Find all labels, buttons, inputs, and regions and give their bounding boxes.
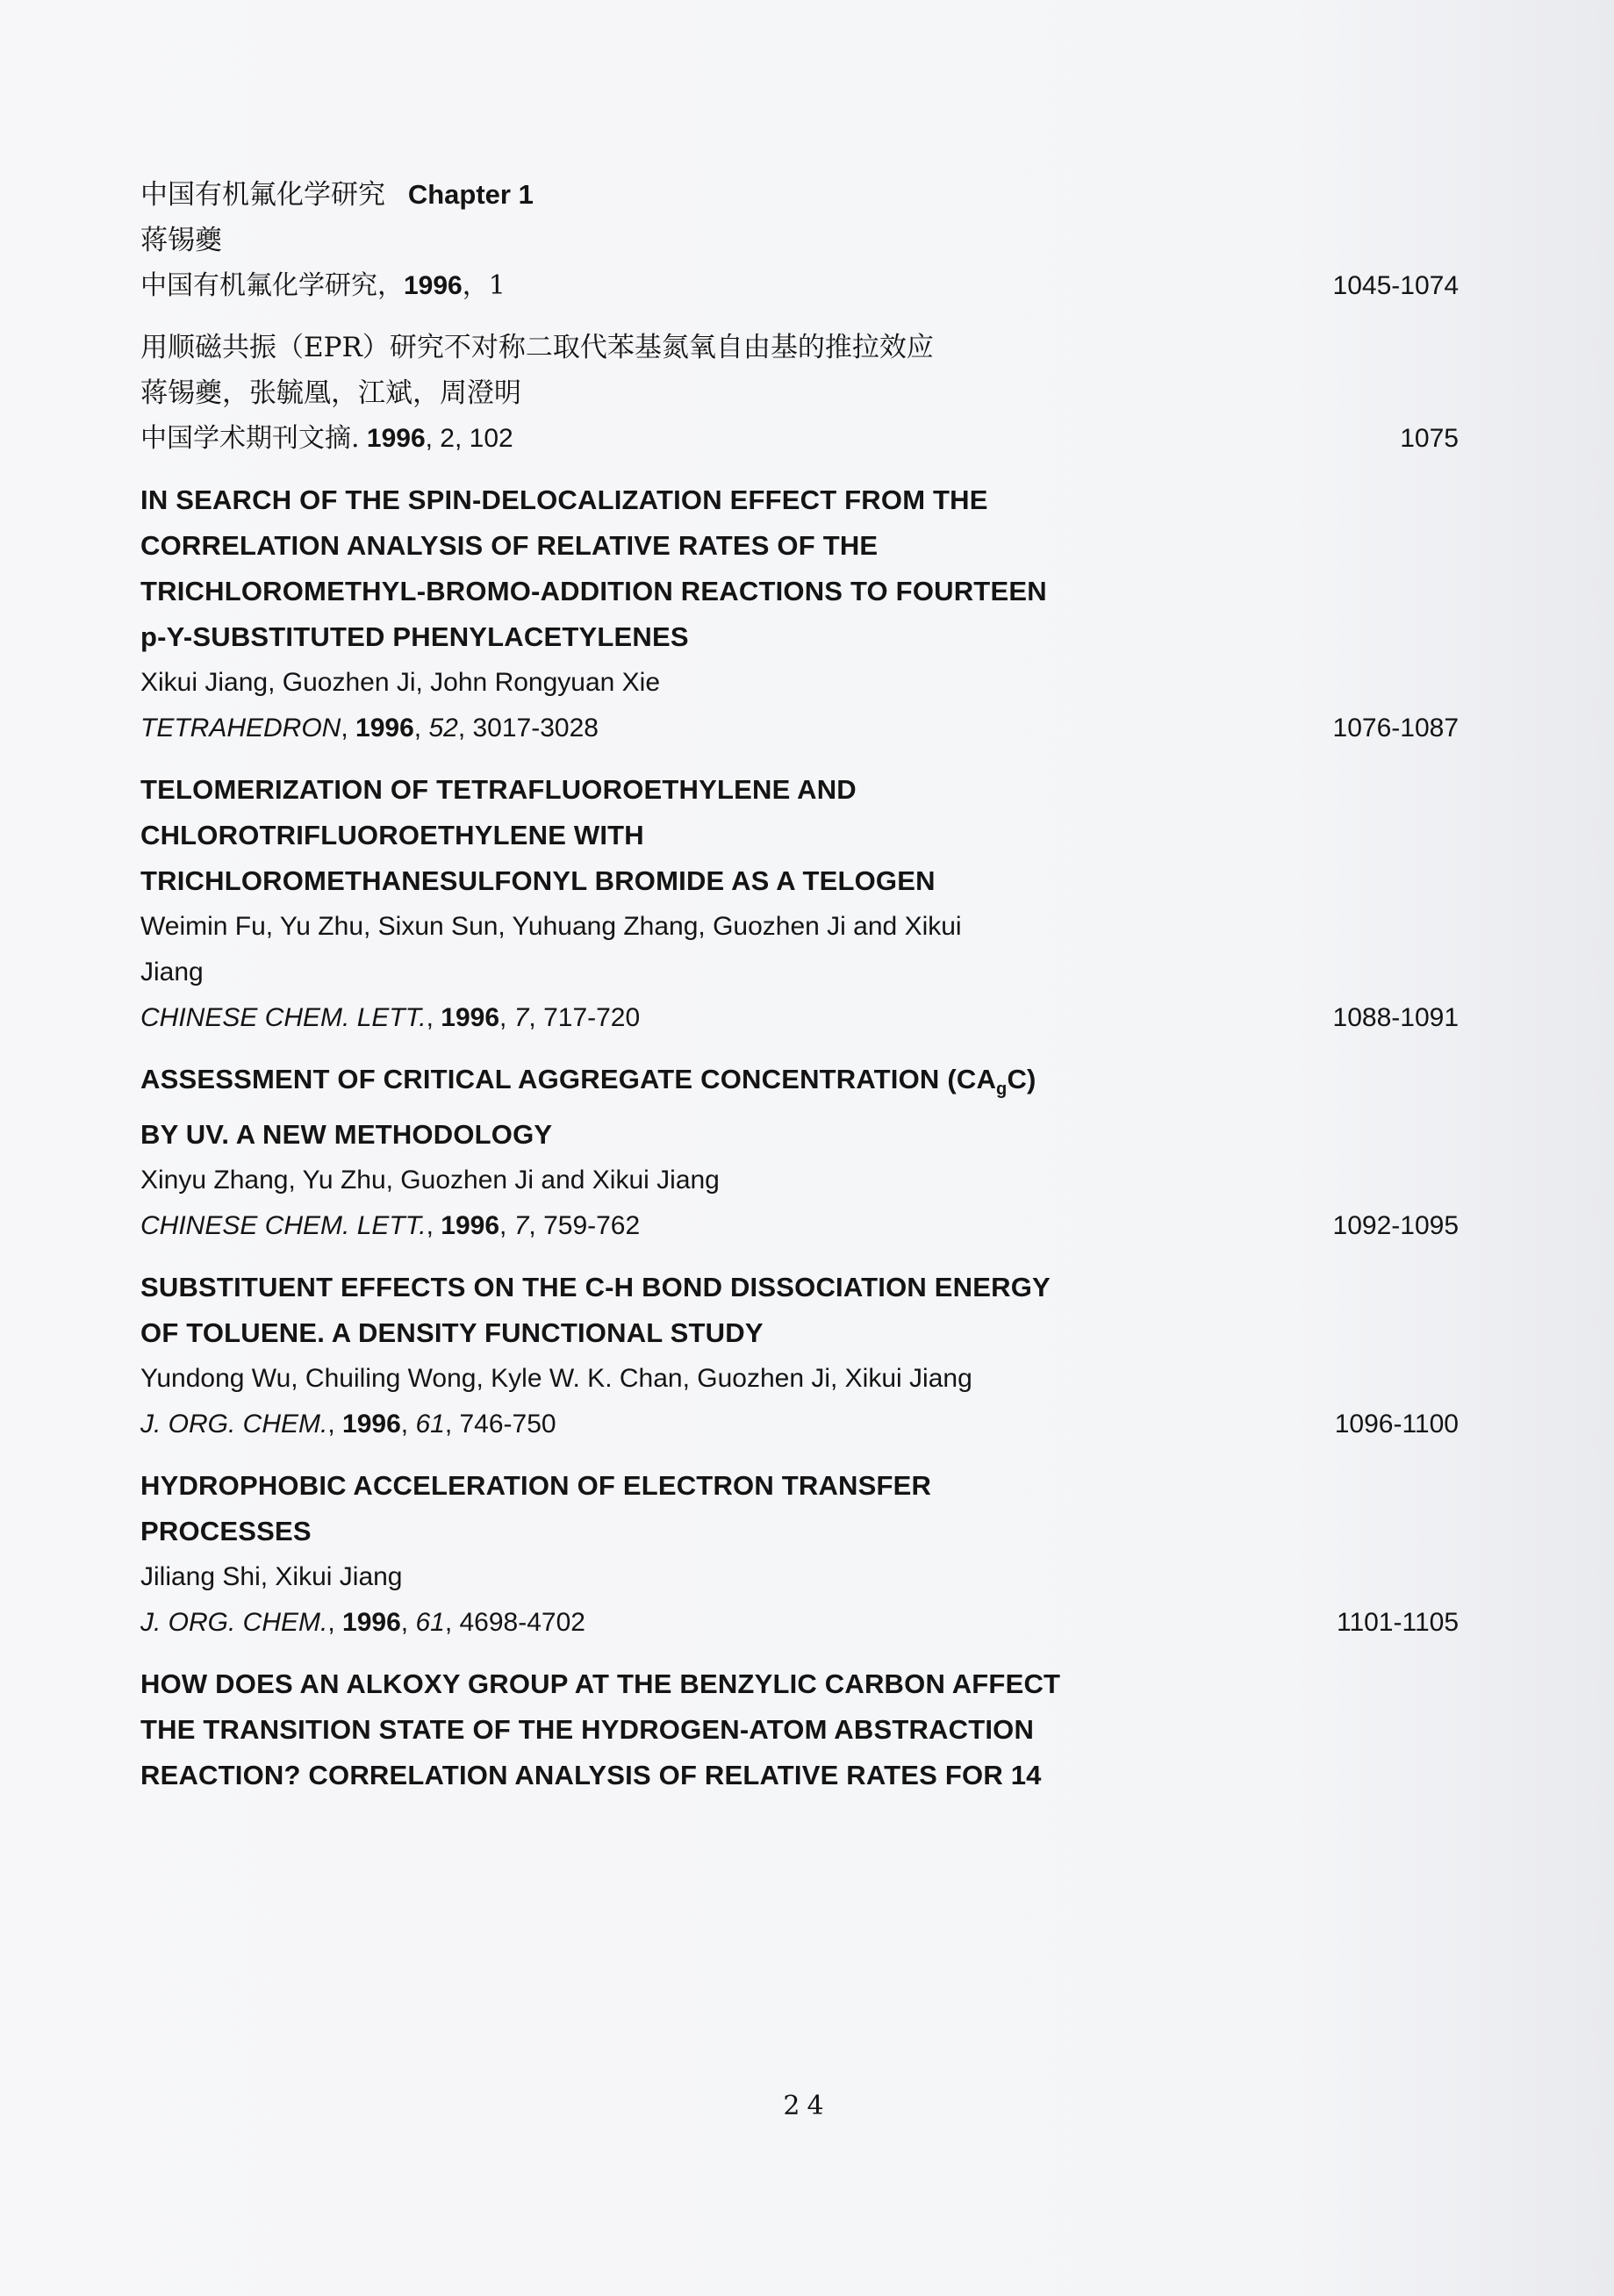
entry-title-line <box>140 1057 1466 1112</box>
citation-volume: 61 <box>415 1410 445 1439</box>
citation-year: 1996 <box>441 1003 500 1032</box>
list-item <box>140 1057 1466 1249</box>
citation-page-range: 3017-3028 <box>472 714 599 743</box>
entry-citation <box>140 416 1466 462</box>
citation-volume: 61 <box>415 1608 445 1638</box>
publication-list <box>140 172 1466 1814</box>
entry-citation: J. ORG. CHEM., 1996, 61, 746-750 1096-1100 <box>140 1402 1466 1447</box>
title-subscript: g <box>996 1080 1008 1100</box>
entry-title-line: OF TOLUENE. A DENSITY FUNCTIONAL STUDY <box>140 1317 764 1349</box>
entry-title <box>140 172 1466 218</box>
entry-authors: Jiliang Shi, Xikui Jiang <box>140 1562 403 1592</box>
entry-title-zh: 中国有机氟化学研究 <box>140 179 385 211</box>
entry-authors: Xinyu Zhang, Yu Zhu, Guozhen Ji and Xikui Jiang <box>140 1166 720 1195</box>
entry-title-line: SUBSTITUENT EFFECTS ON THE C-H BOND DISSOCIATION ENERGY <box>140 1272 1051 1303</box>
entry-title-line: TRICHLOROMETHYL-BROMO-ADDITION REACTIONS TO FOURTEEN <box>140 576 1047 606</box>
entry-citation: CHINESE CHEM. LETT., 1996, 7, 759-762 1092-1095 <box>140 1203 1466 1249</box>
entry-title-line: HYDROPHOBIC ACCELERATION OF ELECTRON TRANSFER <box>140 1470 932 1502</box>
citation-page-range: 4698-4702 <box>459 1608 585 1638</box>
entry-pages: 1092-1095 <box>1332 1211 1459 1241</box>
entry-title-line: CHLOROTRIFLUOROETHYLENE WITH <box>140 820 644 850</box>
title-part: ASSESSMENT OF CRITICAL AGGREGATE CONCENTRATION (CA <box>140 1064 997 1094</box>
citation-year: 1996 <box>441 1211 500 1241</box>
citation-detail: ，1 <box>462 270 506 301</box>
list-item <box>140 172 1466 309</box>
list-item <box>140 325 1466 462</box>
citation-year: 1996 <box>366 424 426 453</box>
entry-citation: CHINESE CHEM. LETT., 1996, 7, 717-720 1088-1091 <box>140 995 1466 1041</box>
citation-year: 1996 <box>404 271 463 300</box>
citation-journal: J. ORG. CHEM. <box>140 1410 328 1439</box>
entry-authors: Jiang <box>140 958 204 987</box>
page-number: 24 <box>783 2091 831 2121</box>
entry-pages: 1076-1087 <box>1332 714 1459 743</box>
entry-citation: J. ORG. CHEM., 1996, 61, 4698-4702 1101-1105 <box>140 1600 1466 1646</box>
entry-title-line: CORRELATION ANALYSIS OF RELATIVE RATES OF THE <box>140 530 879 561</box>
citation-journal: CHINESE CHEM. LETT. <box>140 1211 427 1241</box>
entry-title-line: THE TRANSITION STATE OF THE HYDROGEN-ATOM ABSTRACTION <box>140 1714 1035 1746</box>
citation-page-range: 759-762 <box>543 1211 641 1241</box>
entry-title-line: TRICHLOROMETHANESULFONYL BROMIDE AS A TELOGEN <box>140 865 936 896</box>
entry-authors: Weimin Fu, Yu Zhu, Sixun Sun, Yuhuang Zhang, Guozhen Ji and Xikui <box>140 912 962 941</box>
citation-volume: 7 <box>513 1211 529 1241</box>
list-item <box>140 767 1466 1041</box>
citation-journal: CHINESE CHEM. LETT. <box>140 1003 427 1032</box>
entry-pages: 1045-1074 <box>1332 271 1459 300</box>
entry-citation <box>140 263 1466 309</box>
citation-source: 中国有机氟化学研究， <box>140 270 404 301</box>
citation-journal: J. ORG. CHEM. <box>140 1608 328 1638</box>
entry-authors: 蒋锡夔，张毓凰，江斌，周澄明 <box>140 377 521 409</box>
citation-page-range: 746-750 <box>459 1410 556 1439</box>
citation-detail: , 2, 102 <box>425 424 513 453</box>
citation-year: 1996 <box>342 1608 401 1638</box>
entry-pages: 1101-1105 <box>1336 1608 1459 1638</box>
entry-title: 用顺磁共振（EPR）研究不对称二取代苯基氮氧自由基的推拉效应 <box>140 332 934 363</box>
entry-title-line: IN SEARCH OF THE SPIN-DELOCALIZATION EFFECT FROM THE <box>140 484 988 515</box>
chapter-label: Chapter 1 <box>407 179 534 210</box>
entry-authors: Xikui Jiang, Guozhen Ji, John Rongyuan Xie <box>140 668 661 697</box>
title-part: C) <box>1007 1064 1037 1094</box>
entry-citation: TETRAHEDRON, 1996, 52, 3017-3028 1076-1087 <box>140 706 1466 751</box>
list-item <box>140 1265 1466 1447</box>
citation-journal: TETRAHEDRON <box>140 714 341 743</box>
citation-year: 1996 <box>342 1410 401 1439</box>
list-item <box>140 1661 1466 1798</box>
entry-title-line: REACTION? CORRELATION ANALYSIS OF RELATIVE RATES FOR 14 <box>140 1760 1042 1791</box>
entry-pages: 1088-1091 <box>1332 1003 1459 1032</box>
entry-title-line: HOW DOES AN ALKOXY GROUP AT THE BENZYLIC CARBON AFFECT <box>140 1668 1061 1700</box>
entry-pages: 1096-1100 <box>1334 1410 1459 1439</box>
citation-volume: 7 <box>513 1003 529 1032</box>
entry-title-line: PROCESSES <box>140 1516 312 1547</box>
entry-pages: 1075 <box>1400 424 1459 453</box>
citation-page-range: 717-720 <box>543 1003 641 1032</box>
entry-authors: 蒋锡夔 <box>140 225 222 256</box>
citation-volume: 52 <box>428 714 458 743</box>
citation-year: 1996 <box>355 714 414 743</box>
list-item <box>140 477 1466 751</box>
entry-authors: Yundong Wu, Chuiling Wong, Kyle W. K. Chan, Guozhen Ji, Xikui Jiang <box>140 1364 972 1394</box>
list-item <box>140 1463 1466 1646</box>
entry-title-line: BY UV. A NEW METHODOLOGY <box>140 1119 553 1151</box>
entry-title-line: TELOMERIZATION OF TETRAFLUOROETHYLENE AND <box>140 774 857 805</box>
citation-source: 中国学术期刊文摘. <box>140 423 360 454</box>
entry-title-line: p-Y-SUBSTITUTED PHENYLACETYLENES <box>140 621 689 652</box>
